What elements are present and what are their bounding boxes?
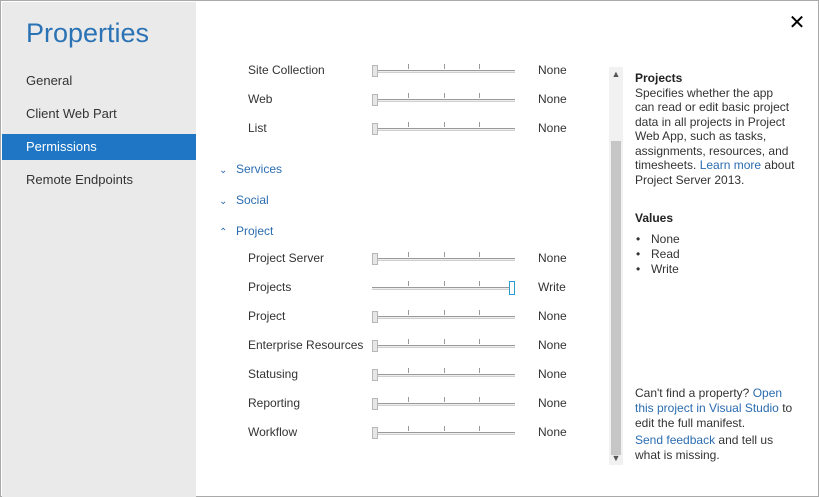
slider-tick [479,339,480,344]
permission-slider[interactable] [372,312,515,324]
group-label: Project [236,224,274,238]
slider-thumb[interactable] [372,369,378,381]
scroll-down-icon[interactable]: ▼ [611,453,621,463]
permission-row-enterprise-resources [248,336,588,356]
help-feedback [635,433,800,463]
left-navigation [2,2,196,497]
slider-tick [408,93,409,98]
slider-tick [479,122,480,127]
permission-slider[interactable] [372,399,515,411]
slider-track [372,374,515,377]
values-title: Values [635,211,674,225]
permission-label: List [248,121,267,135]
permission-label: Workflow [248,425,298,439]
slider-tick [444,339,445,344]
slider-thumb[interactable] [372,65,378,77]
slider-tick [408,310,409,315]
slider-track [372,345,515,348]
info-description [635,86,795,188]
slider-tick [479,252,480,257]
permission-value: None [538,309,567,323]
permission-value: None [538,121,567,135]
permission-label: Project [248,309,286,323]
slider-thumb[interactable] [372,94,378,106]
info-title: Projects [635,71,683,85]
slider-thumb[interactable] [372,427,378,439]
values-list [635,232,680,277]
permission-value: None [538,338,567,352]
permission-row-projects [248,278,588,298]
permission-row-statusing [248,365,588,385]
slider-thumb[interactable] [372,340,378,352]
permission-row-reporting [248,394,588,414]
nav-item-permissions[interactable]: Permissions [2,134,196,160]
permission-slider[interactable] [372,124,515,136]
feedback-suffix-text: and tell us what is missing. [635,433,774,462]
permission-slider[interactable] [372,95,515,107]
help-open-project [635,386,800,431]
nav-item-general[interactable]: General [26,73,73,88]
permission-slider[interactable] [372,254,515,266]
learn-more-suffix: about Project Server 2013. [635,158,795,187]
nav-title: Properties [26,18,150,48]
send-feedback-link[interactable]: Send feedback [635,433,716,447]
slider-tick [444,281,445,286]
slider-track [372,258,515,261]
slider-tick [479,64,480,69]
slider-tick [408,64,409,69]
group-label: Services [236,162,283,176]
permission-value: None [538,92,567,106]
info-description-text: Specifies whether the app can read or edit basic project data in all projects in Project Web App, such as tasks, assignments, resources, and timesheets. [635,85,790,172]
open-in-visual-studio-link[interactable]: Open this project in Visual Studio [635,386,783,415]
slider-track [372,128,515,131]
permission-label: Statusing [248,367,299,381]
permission-label: Projects [248,280,292,294]
group-header-social[interactable] [219,193,269,211]
slider-tick [408,368,409,373]
slider-track [372,70,515,73]
vertical-scrollbar[interactable] [609,67,623,465]
slider-track [372,403,515,406]
permission-label: Reporting [248,396,301,410]
permission-value: None [538,251,567,265]
group-header-services[interactable] [219,162,282,180]
slider-tick [444,93,445,98]
permission-row-list [248,119,588,139]
chevron-down-icon: ⌄ [219,196,228,207]
slider-thumb[interactable] [509,281,515,295]
permission-row-workflow [248,423,588,443]
list-item: • Write [635,262,680,277]
permission-label: Project Server [248,251,325,265]
permission-slider[interactable] [372,428,515,440]
slider-tick [479,368,480,373]
chevron-down-icon: ⌄ [219,165,228,176]
permission-row-project-server [248,249,588,269]
list-item: • None [635,232,680,247]
permission-slider[interactable] [372,341,515,353]
slider-tick [479,281,480,286]
slider-track [372,316,515,319]
permission-label: Site Collection [248,63,325,77]
slider-tick [444,397,445,402]
slider-tick [408,397,409,402]
slider-tick [479,426,480,431]
permission-value: None [538,367,567,381]
slider-thumb[interactable] [372,123,378,135]
close-icon[interactable]: ✕ [788,12,806,34]
nav-item-remote-endpoints[interactable]: Remote Endpoints [26,172,133,187]
slider-tick [444,426,445,431]
permission-row-project [248,307,588,327]
permission-value: None [538,396,567,410]
permission-value: None [538,425,567,439]
permission-slider[interactable] [372,283,515,295]
info-panel [635,71,795,187]
permission-value: None [538,63,567,77]
learn-more-link[interactable]: Learn more [699,158,762,172]
open-suffix-text: to edit the full manifest. [635,401,793,430]
slider-tick [444,252,445,257]
permission-value: Write [538,280,566,294]
group-header-project[interactable] [219,224,273,242]
slider-tick [479,397,480,402]
scrollbar-thumb[interactable] [611,141,621,455]
slider-tick [408,252,409,257]
slider-thumb[interactable] [372,398,378,410]
permission-slider[interactable] [372,370,515,382]
slider-tick [408,122,409,127]
permission-label: Enterprise Resources [248,338,364,352]
slider-track [372,432,515,435]
slider-tick [444,368,445,373]
permission-row-web [248,90,588,110]
slider-track [372,287,515,290]
slider-tick [444,310,445,315]
slider-tick [408,426,409,431]
slider-track [372,99,515,102]
slider-thumb[interactable] [372,253,378,265]
cant-find-text: Can't find a property? [635,386,750,400]
slider-tick [444,122,445,127]
nav-item-client-web-part[interactable]: Client Web Part [26,106,117,121]
list-item: • Read [635,247,680,262]
permission-row-site-collection [248,61,588,81]
group-label: Social [236,193,269,207]
slider-tick [444,64,445,69]
scroll-up-icon[interactable]: ▲ [611,69,621,79]
slider-tick [479,93,480,98]
slider-tick [408,281,409,286]
permission-label: Web [248,92,273,106]
chevron-up-icon: ⌃ [219,227,228,238]
slider-tick [408,339,409,344]
permission-slider[interactable] [372,66,515,78]
slider-tick [479,310,480,315]
slider-thumb[interactable] [372,311,378,323]
